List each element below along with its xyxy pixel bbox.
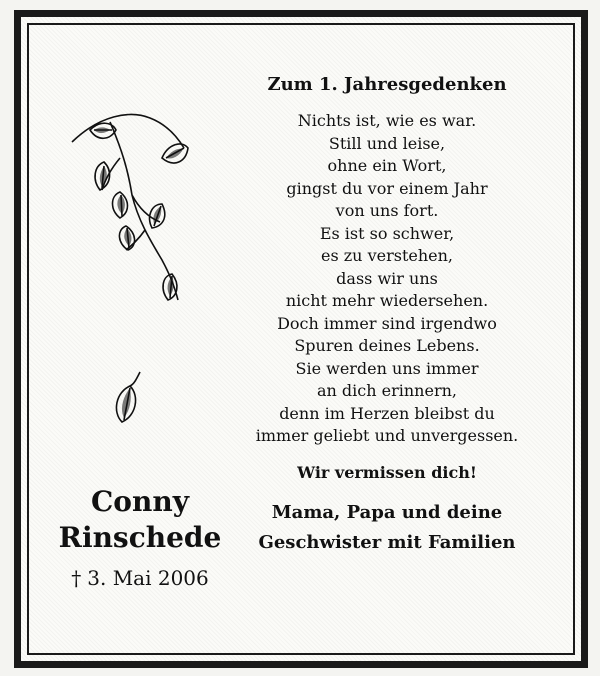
signature	[222, 498, 552, 558]
death-date-line	[40, 566, 240, 590]
cross-icon: †	[71, 566, 82, 590]
poem-line: nicht mehr wiedersehen.	[285, 291, 489, 310]
memorial-text	[222, 74, 552, 558]
poem-line: Nichts ist, wie es war.	[297, 111, 477, 130]
poem-line: Sie werden uns immer	[295, 358, 479, 378]
poem-line: Doch immer sind irgendwo	[277, 313, 497, 333]
poem-line: Spuren deines Lebens.	[294, 336, 480, 355]
deceased-last-name: Rinschede	[58, 521, 222, 554]
poem-line: denn im Herzen bleibst du	[279, 403, 495, 423]
death-date: 3. Mai 2006	[87, 566, 209, 590]
poem-line: Still und leise,	[328, 133, 446, 153]
deceased-info	[40, 484, 240, 590]
memorial-heading: Zum 1. Jahresgedenken	[267, 74, 507, 95]
poem-line: an dich erinnern,	[317, 381, 457, 400]
signature-line: Geschwister mit Familien	[258, 531, 516, 553]
poem-line: Es ist so schwer,	[319, 223, 455, 243]
poem-line: gingst du vor einem Jahr	[286, 178, 488, 198]
poem-line: ohne ein Wort,	[327, 156, 447, 175]
poem-line: von uns fort.	[335, 201, 439, 220]
poem	[222, 110, 552, 448]
closing-line: Wir vermissen dich!	[297, 462, 477, 482]
signature-line: Mama, Papa und deine	[271, 501, 503, 523]
leafy-branch-icon	[50, 100, 210, 440]
poem-line: es zu verstehen,	[320, 246, 453, 265]
deceased-first-name: Conny	[91, 485, 189, 518]
poem-line: dass wir uns	[336, 268, 438, 288]
poem-line: immer geliebt und unvergessen.	[255, 426, 519, 445]
